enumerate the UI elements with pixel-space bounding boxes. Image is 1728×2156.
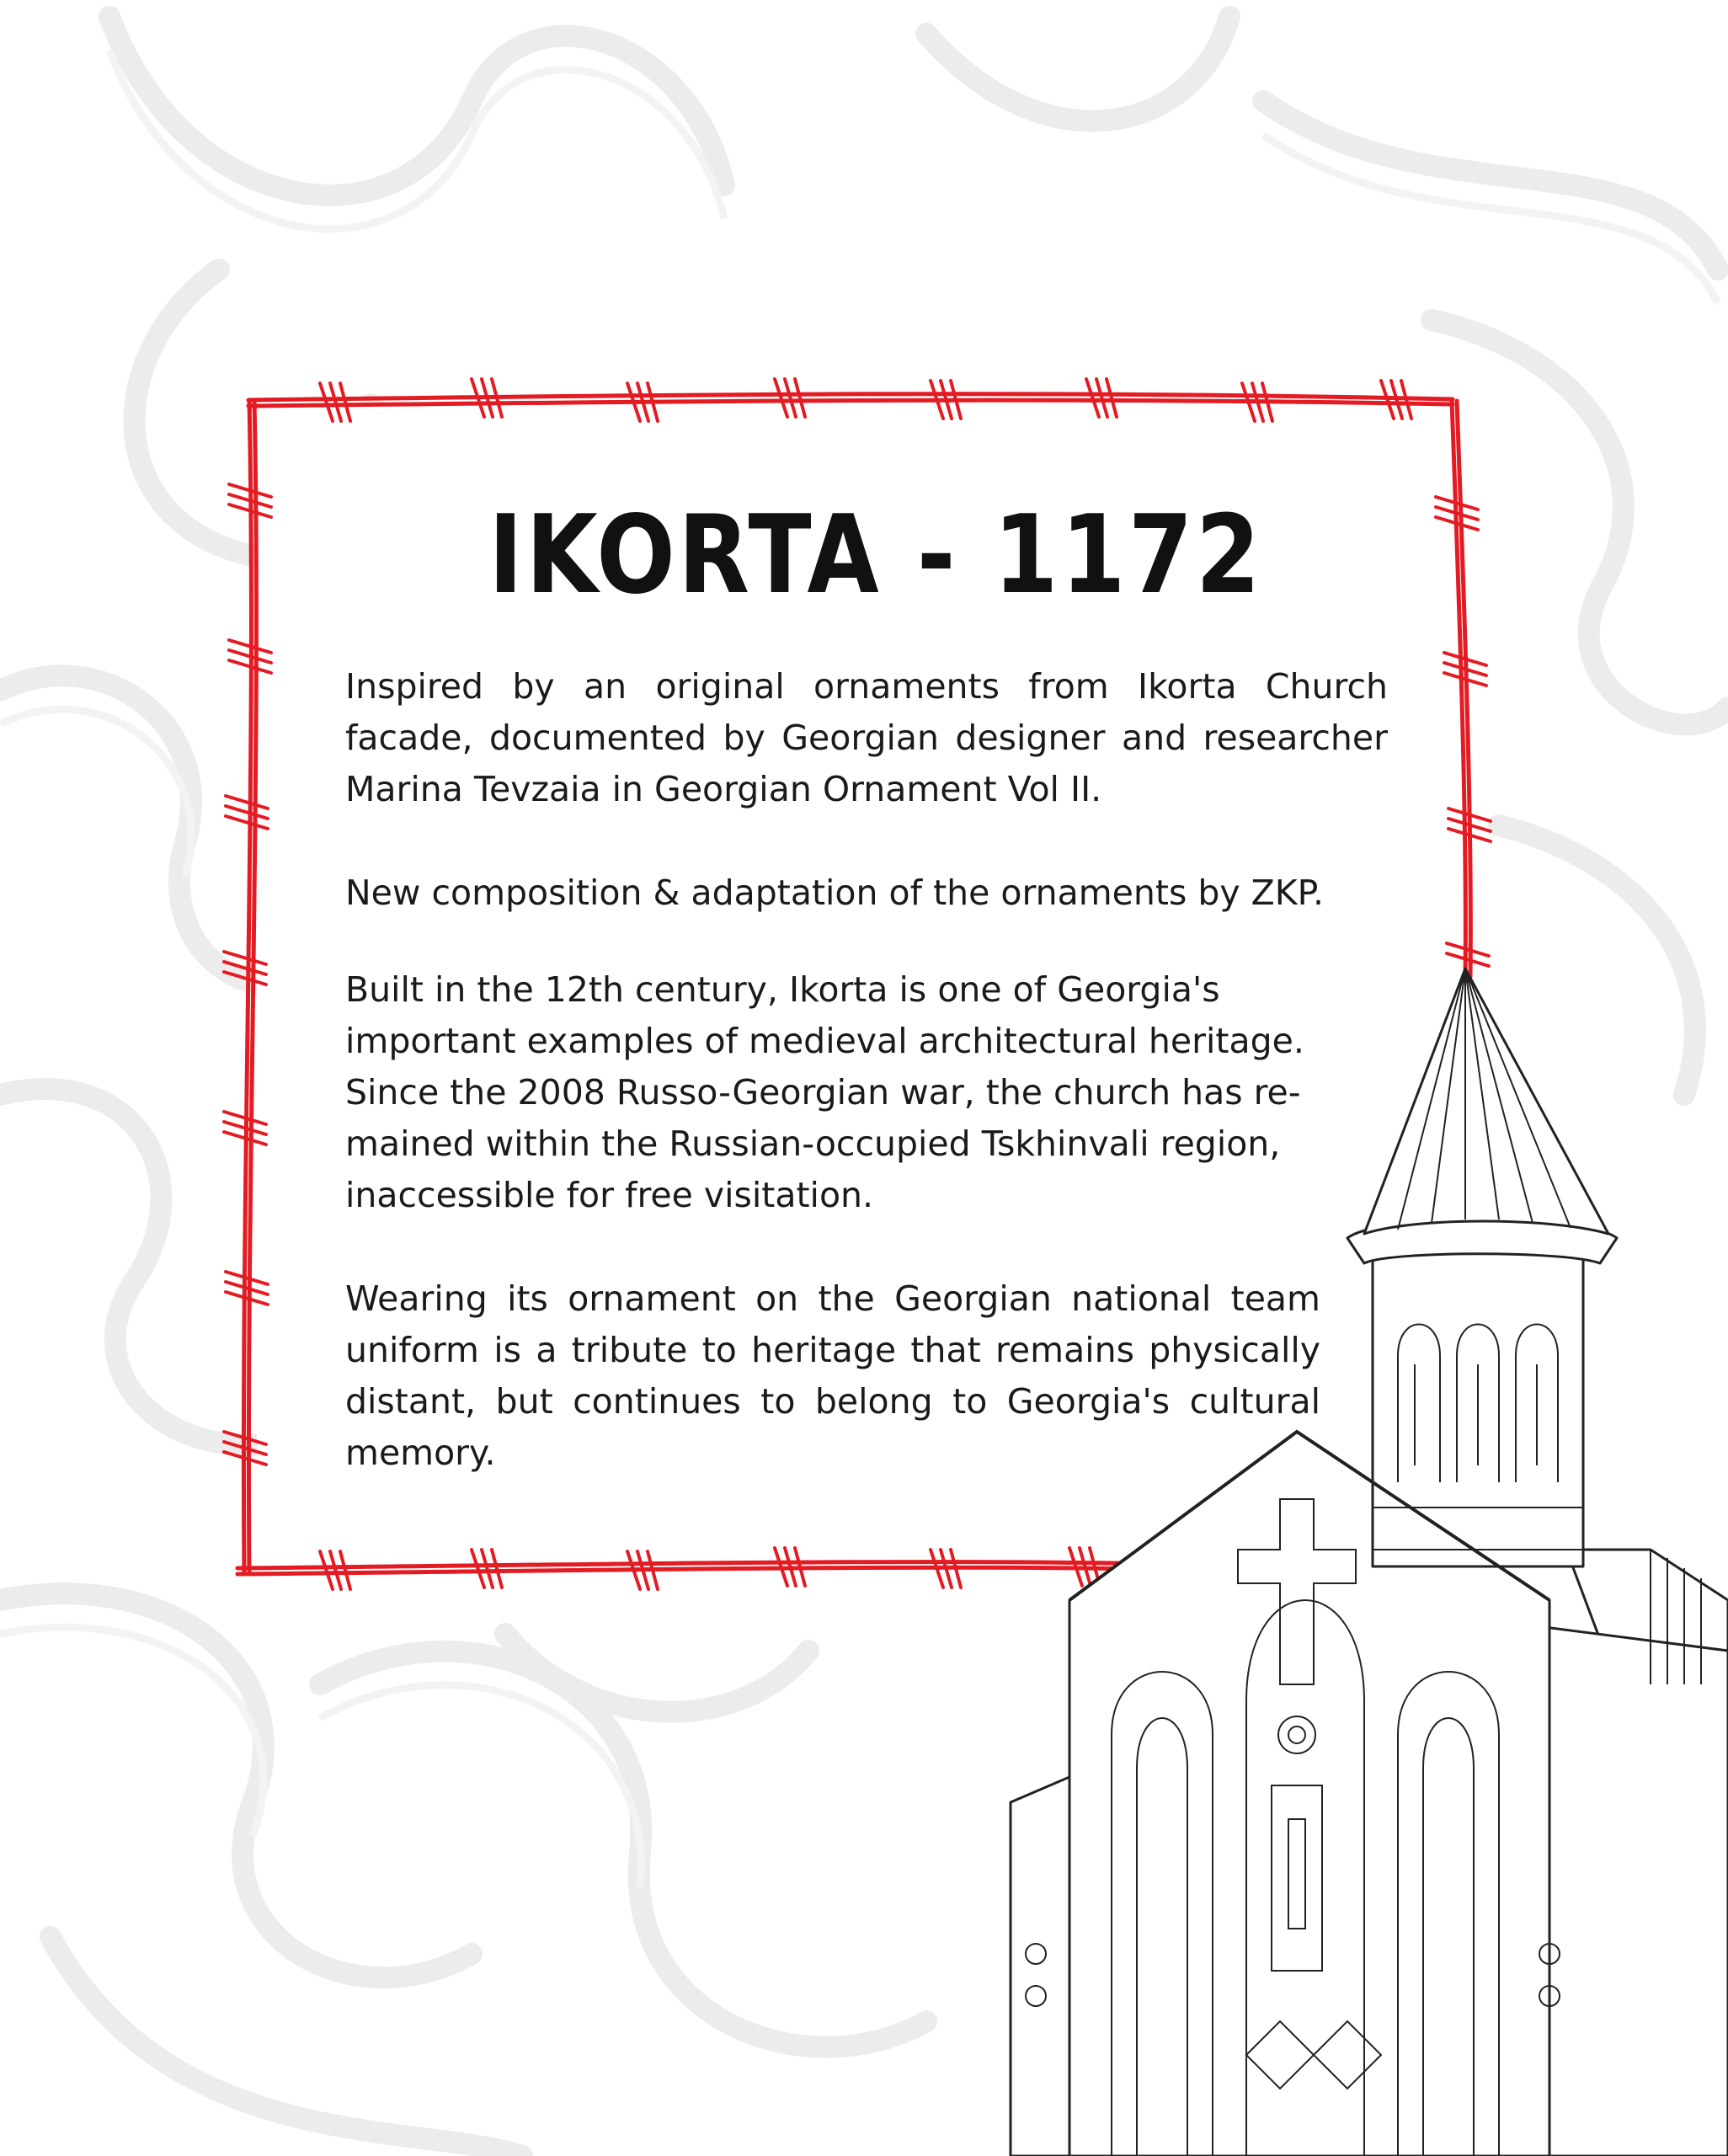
page-title: IKORTA - 1172	[488, 493, 1263, 618]
history-paragraph	[345, 964, 1322, 1221]
history-line: Since the 2008 Russo-Georgian war, the church has re-	[345, 1072, 1301, 1113]
intro-paragraph	[345, 661, 1388, 815]
tribute-paragraph	[345, 1273, 1320, 1479]
tribute-line: uniform is a tribute to heritage that remains physically	[345, 1330, 1320, 1370]
credit-paragraph	[345, 867, 1388, 919]
history-line: important examples of medieval architectural heritage.	[345, 1021, 1304, 1061]
credit-line: New composition & adaptation of the ornaments by ZKP.	[345, 873, 1325, 913]
intro-line: facade, documented by Georgian designer and researcher	[345, 718, 1388, 758]
history-line: inaccessible for free visitation.	[345, 1175, 874, 1215]
intro-line: Marina Tevzaia in Georgian Ornament Vol II.	[345, 769, 1102, 809]
tribute-line: memory.	[345, 1433, 496, 1473]
tribute-line: Wearing its ornament on the Georgian national team	[345, 1278, 1320, 1319]
tribute-line: distant, but continues to belong to Georgia's cultural	[345, 1381, 1320, 1422]
intro-line: Inspired by an original ornaments from Ikorta Church	[345, 666, 1388, 707]
history-line: Built in the 12th century, Ikorta is one of Georgia's	[345, 969, 1220, 1010]
history-line: mained within the Russian-occupied Tskhinvali region,	[345, 1123, 1281, 1164]
